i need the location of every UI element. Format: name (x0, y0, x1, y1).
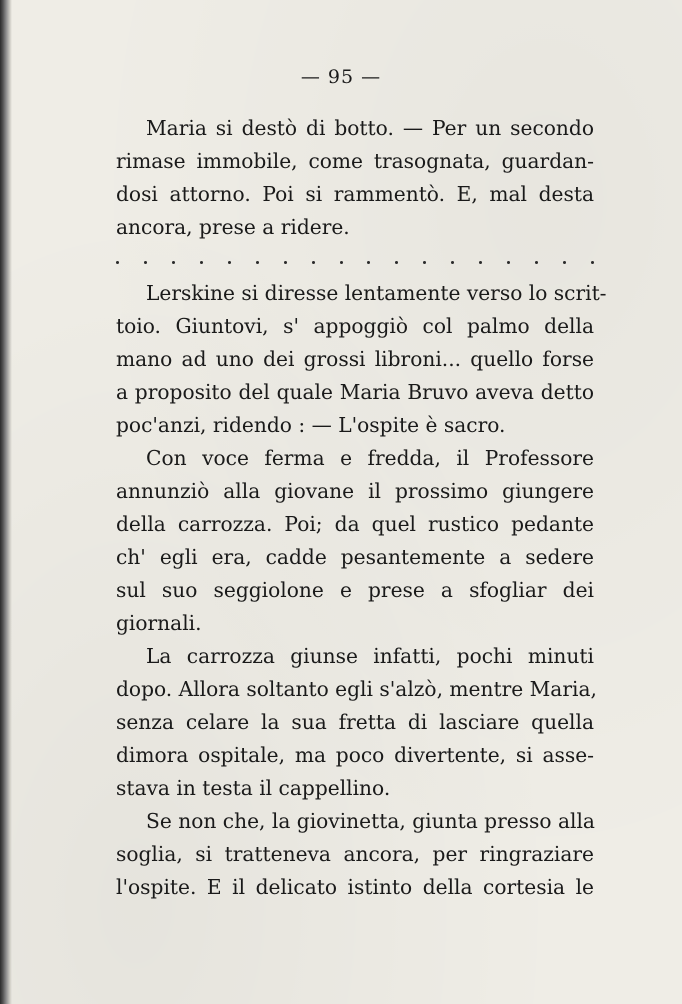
paragraph-2 (116, 277, 607, 442)
text-line: Maria si destò di botto. — Per un secondo (146, 116, 594, 140)
paragraph-4 (116, 640, 597, 805)
text-line: a proposito del quale Maria Bruvo aveva detto (116, 380, 594, 404)
paragraph-5 (116, 805, 594, 904)
text-line: dimora ospitale, ma poco divertente, si asse- (116, 743, 594, 767)
text-line: giornali. (116, 611, 202, 635)
text-line: dopo. Allora soltanto egli s'alzò, mentre Maria, (116, 677, 597, 701)
text-line: senza celare la sua fretta di lasciare quella (116, 710, 594, 734)
text-line: stava in testa il cappellino. (116, 776, 391, 800)
text-line: ch' egli era, cadde pesantemente a sedere (116, 545, 594, 569)
paragraph-3 (116, 442, 594, 640)
page-number: — 95 — (300, 66, 382, 88)
text-line: Con voce ferma e fredda, il Professore (146, 446, 594, 470)
text-line: mano ad uno dei grossi libroni... quello forse (116, 347, 594, 371)
body-text (116, 112, 607, 904)
paragraph-1 (116, 112, 594, 244)
binding-edge (0, 0, 12, 1004)
section-break-dots (116, 244, 594, 277)
text-line: poc'anzi, ridendo : — L'ospite è sacro. (116, 413, 506, 437)
text-line: Lerskine si diresse lentamente verso lo scrit- (146, 281, 607, 305)
text-line: La carrozza giunse infatti, pochi minuti (146, 644, 594, 668)
text-line: dosi attorno. Poi si rammentò. E, mal desta (116, 182, 594, 206)
text-line: rimase immobile, come trasognata, guardan- (116, 149, 594, 173)
text-line: Se non che, la giovinetta, giunta presso alla (146, 809, 595, 833)
text-line: ancora, prese a ridere. (116, 215, 350, 239)
text-line: sul suo seggiolone e prese a sfogliar dei (116, 578, 594, 602)
text-line: della carrozza. Poi; da quel rustico pedante (116, 512, 594, 536)
text-line: soglia, si tratteneva ancora, per ringraziare (116, 842, 594, 866)
text-line: toio. Giuntovi, s' appoggiò col palmo della (116, 314, 594, 338)
text-line: l'ospite. E il delicato istinto della cortesia le (116, 875, 594, 899)
text-line: annunziò alla giovane il prossimo giungere (116, 479, 594, 503)
